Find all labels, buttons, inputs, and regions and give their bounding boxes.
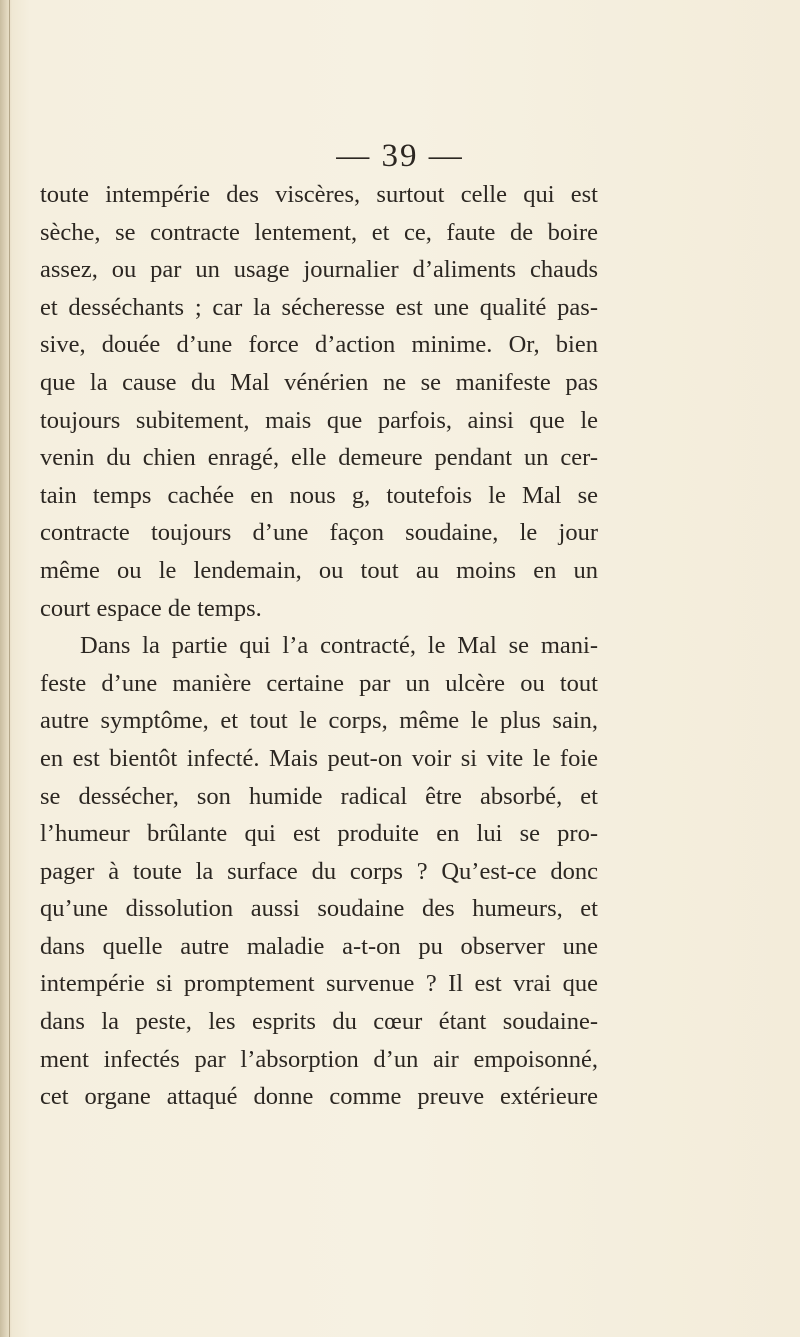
text-line: tain temps cachée en nous g, toutefois le Mal se xyxy=(40,481,598,509)
text-line: autre symptôme, et tout le corps, même le plus sain, xyxy=(40,707,598,735)
page-number: — 39 — xyxy=(336,138,464,174)
text-line: venin du chien enragé, elle demeure pendant un cer- xyxy=(40,444,598,472)
text-line: toute intempérie des viscères, surtout celle qui est xyxy=(40,181,598,208)
text-line: l’humeur brûlante qui est produite en lui se pro- xyxy=(40,820,598,848)
text-line: ment infectés par l’absorption d’un air empoisonné, xyxy=(40,1045,598,1073)
text-line: en est bientôt infecté. Mais peut-on voir si vite le foie xyxy=(40,744,598,772)
paragraph-end-line: court espace de temps. xyxy=(40,594,262,622)
text-line: et desséchants ; car la sécheresse est une qualité pas- xyxy=(40,293,598,321)
text-line: dans la peste, les esprits du cœur étant soudaine- xyxy=(40,1008,598,1036)
text-line: sèche, se contracte lentement, et ce, faute de boire xyxy=(40,218,598,246)
text-line: contracte toujours d’une façon soudaine, le jour xyxy=(40,519,598,547)
text-line: se dessécher, son humide radical être absorbé, et xyxy=(40,782,598,810)
paragraph-start-line: Dans la partie qui l’a contracté, le Mal se mani- xyxy=(80,632,598,660)
text-line: pager à toute la surface du corps ? Qu’est-ce donc xyxy=(40,857,598,885)
text-line: feste d’une manière certaine par un ulcère ou tout xyxy=(40,669,598,697)
text-line: toujours subitement, mais que parfois, ainsi que le xyxy=(40,406,598,434)
text-line: qu’une dissolution aussi soudaine des humeurs, et xyxy=(40,895,598,923)
text-line: intempérie si promptement survenue ? Il est vrai que xyxy=(40,970,598,998)
text-line: assez, ou par un usage journalier d’aliments chauds xyxy=(40,256,598,284)
body-text xyxy=(40,176,598,1116)
text-line: que la cause du Mal vénérien ne se manifeste pas xyxy=(40,368,598,396)
text-line: cet organe attaqué donne comme preuve extérieure xyxy=(40,1083,598,1111)
text-line: dans quelle autre maladie a-t-on pu observer une xyxy=(40,932,598,960)
text-line: sive, douée d’une force d’action minime. Or, bien xyxy=(40,331,598,359)
page-binding-edge xyxy=(0,0,12,1337)
text-line: même ou le lendemain, ou tout au moins en un xyxy=(40,556,598,584)
page-binding-line xyxy=(9,0,10,1337)
